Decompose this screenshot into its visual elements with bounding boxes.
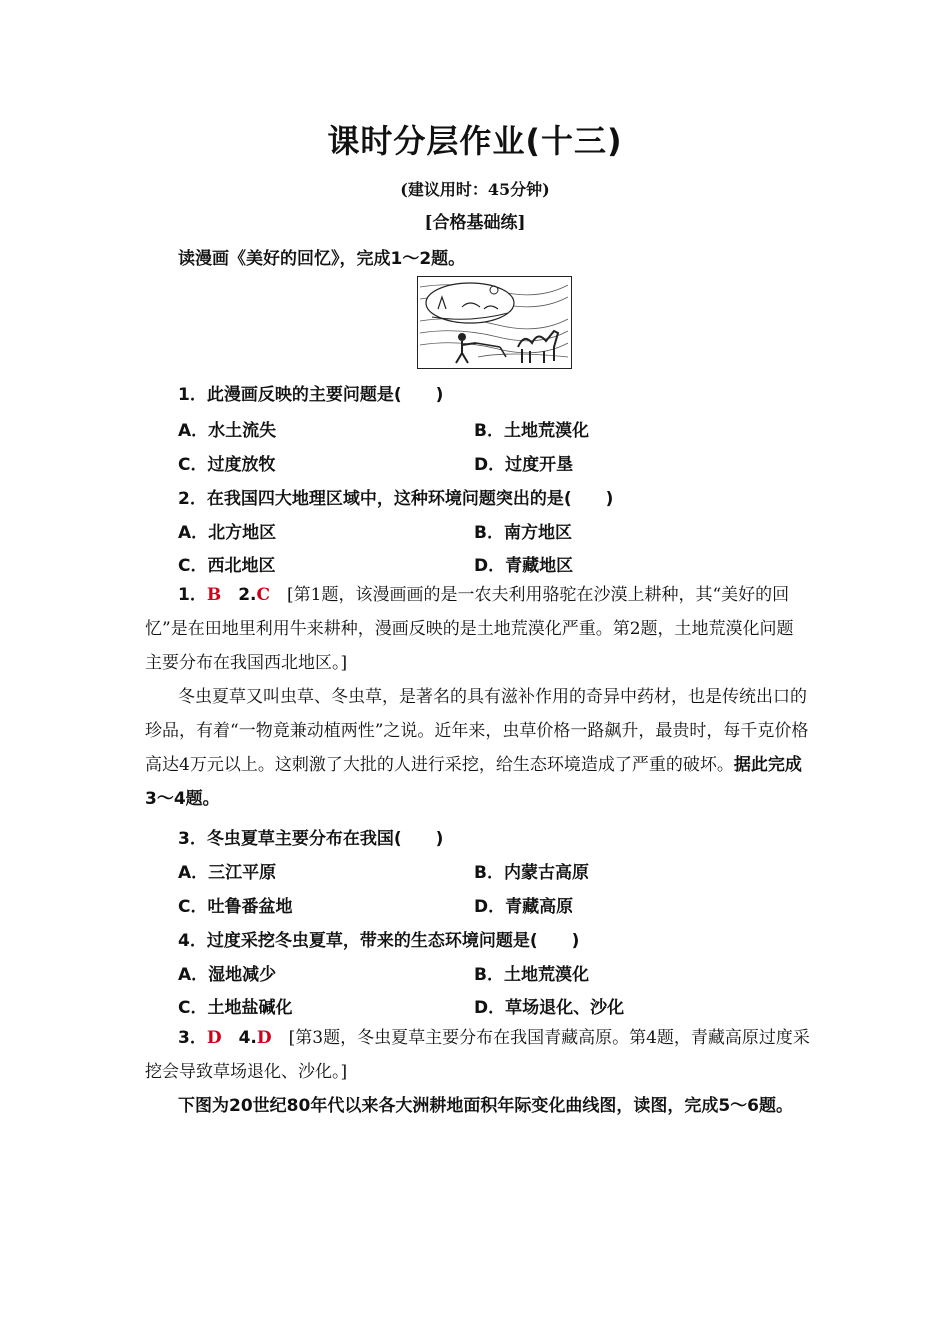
q3-option-d: D．青藏高原 [474, 897, 574, 917]
q1-stem: 1．此漫画反映的主要问题是( ) [178, 385, 444, 405]
q3-stem: 3．冬虫夏草主要分布在我国( ) [178, 829, 444, 849]
q1-option-d: D．过度开垦 [474, 455, 574, 475]
q4-option-c: C．土地盐碱化 [178, 998, 293, 1018]
intro-q3-4 [145, 680, 810, 816]
q2-option-c: C．西北地区 [178, 556, 276, 576]
q2-option-a: A．北方地区 [178, 523, 277, 543]
answer-explanation-1-2 [145, 578, 810, 680]
explanation-text-1-2: [第1题，该漫画画的是一农夫利用骆驼在沙漠上耕种，其“美好的回忆”是在田地里利用牛来耕种，漫画反映的是土地荒漠化严重。第2题，土地荒漠化问题主要分布在我国西北地区。] [145, 585, 794, 673]
q1-option-a: A．水土流失 [178, 421, 277, 441]
answer-explanation-3-4 [145, 1021, 810, 1089]
q4-option-a: A．湿地减少 [178, 965, 277, 985]
q4-option-d: D．草场退化、沙化 [474, 998, 625, 1018]
explanation-text-3-4: [第3题，冬虫夏草主要分布在我国青藏高原。第4题，青藏高原过度采挖会导致草场退化、沙化。] [145, 1028, 810, 1082]
q4-stem: 4．过度采挖冬虫夏草，带来的生态环境问题是( ) [178, 931, 580, 951]
answer-number-4: 4. [238, 1028, 257, 1048]
q2-stem: 2．在我国四大地理区域中，这种环境问题突出的是( ) [178, 489, 614, 509]
answer-3: D [206, 1028, 222, 1048]
cartoon-drawing [418, 277, 570, 367]
intro-q3-4-text: 冬虫夏草又叫虫草、冬虫草，是著名的具有滋补作用的奇异中药材，也是传统出口的珍品，有着“一物竟兼动植两性”之说。近年来，虫草价格一路飙升，最贵时，每千克价格高达4万元以上。这刺激了大批的人进行采挖，给生态环境造成了严重的破坏。 [145, 687, 809, 775]
q3-option-c: C．吐鲁番盆地 [178, 897, 293, 917]
q2-option-b: B．南方地区 [474, 523, 572, 543]
answer-number-1: 1． [178, 585, 207, 605]
q2-option-d: D．青藏地区 [474, 556, 574, 576]
q3-option-b: B．内蒙古高原 [474, 863, 589, 883]
answer-number-3: 3． [178, 1028, 207, 1048]
intro-q5-6: 下图为20世纪80年代以来各大洲耕地面积年际变化曲线图，读图，完成5～6题。 [178, 1096, 793, 1116]
answer-4: D [256, 1028, 272, 1048]
q1-option-c: C．过度放牧 [178, 455, 276, 475]
q1-option-b: B．土地荒漠化 [474, 421, 589, 441]
q4-option-b: B．土地荒漠化 [474, 965, 589, 985]
answer-number-2: 2. [238, 585, 257, 605]
intro-q3-4-tail: 据此完成3～4题。 [145, 755, 802, 809]
cartoon-image [417, 276, 572, 369]
intro-q1-2: 读漫画《美好的回忆》，完成1～2题。 [178, 249, 466, 269]
q3-option-a: A．三江平原 [178, 863, 277, 883]
section-heading: [合格基础练] [424, 213, 526, 233]
page-title: 课时分层作业(十三) [327, 122, 623, 160]
time-hint: (建议用时：45分钟) [400, 180, 550, 199]
answer-2: C [256, 585, 271, 605]
answer-1: B [206, 585, 222, 605]
